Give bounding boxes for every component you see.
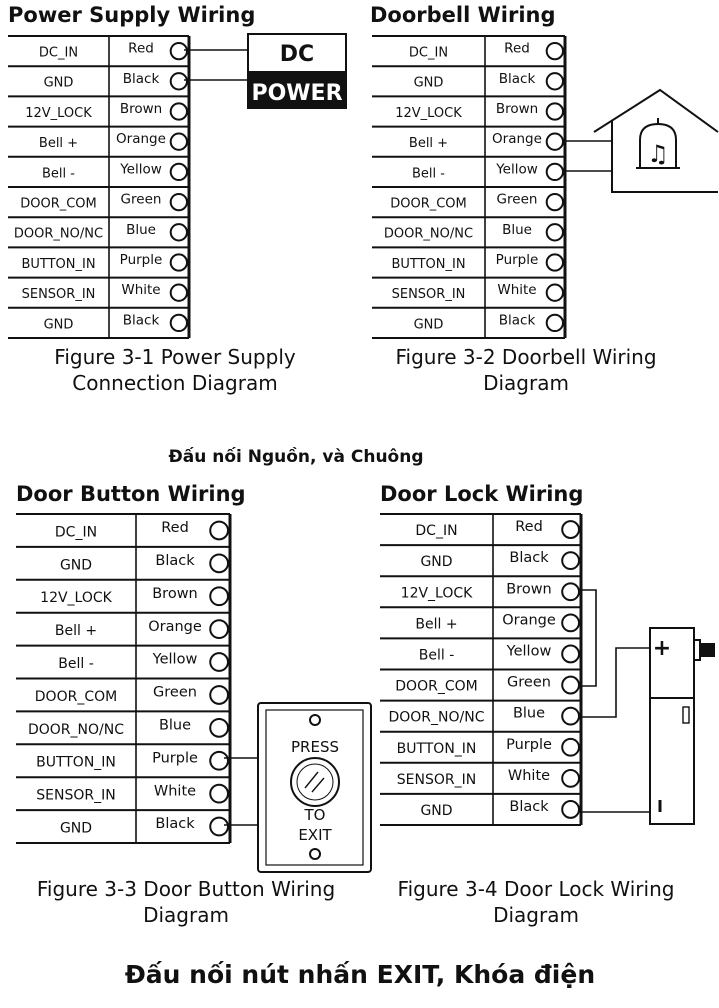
terminal-label: Bell + (38, 136, 79, 152)
door-lock-wires (581, 590, 650, 812)
terminal-label: BUTTON_IN (21, 256, 96, 272)
power-box-power-label: POWER (251, 81, 343, 106)
terminal-label: DC_IN (38, 45, 79, 61)
terminal-label: 12V_LOCK (25, 105, 92, 121)
panel-title-door-button: Door Button Wiring (16, 482, 246, 506)
terminal-screw-icon (547, 134, 563, 150)
terminal-label: DOOR_NO/NC (13, 226, 104, 242)
wire-color-label: Green (496, 191, 538, 208)
terminal-screw-icon (210, 554, 228, 572)
terminal-screw-icon (210, 785, 228, 803)
terminal-screw-icon (547, 315, 563, 331)
caption-3-4-line2: Diagram (493, 903, 579, 927)
vn-heading-power-bell: Đấu nối Nguồn, và Chuông (168, 447, 424, 467)
terminal-row (372, 187, 565, 212)
terminal-table-doorbell (372, 36, 565, 338)
terminal-screw-icon (562, 677, 579, 694)
terminal-row (16, 547, 230, 573)
terminal-row (372, 96, 565, 121)
wire-color-label: Blue (158, 717, 192, 734)
terminal-label: Bell - (58, 655, 94, 672)
terminal-label: Bell - (418, 647, 455, 664)
terminal-label: GND (43, 75, 74, 91)
wire-color-label: Black (509, 550, 549, 567)
terminal-screw-icon (547, 164, 563, 180)
panel-title-doorbell: Doorbell Wiring (370, 3, 556, 27)
wire-color-label: Brown (506, 581, 552, 598)
terminal-screw-icon (547, 43, 563, 59)
wire-color-label: Brown (495, 101, 539, 118)
wire-color-label: Yellow (506, 643, 552, 660)
wire-color-label: White (497, 282, 537, 299)
terminal-row (16, 711, 230, 737)
exit-button-plate (258, 703, 371, 872)
terminal-label: DOOR_COM (34, 688, 118, 705)
terminal-row (372, 217, 565, 242)
dc-power-box (248, 34, 346, 108)
terminal-screw-icon (171, 315, 187, 331)
wire-color-label: Purple (495, 252, 539, 269)
doorbell-wires (564, 141, 612, 171)
terminal-label: DOOR_NO/NC (383, 226, 474, 242)
terminal-row (16, 679, 230, 705)
terminal-label: GND (59, 820, 93, 837)
terminal-label: GND (413, 75, 444, 91)
terminal-row (8, 217, 189, 242)
terminal-screw-icon (171, 103, 187, 119)
caption-3-3-line2: Diagram (143, 903, 229, 927)
terminal-label: 12V_LOCK (395, 105, 462, 121)
terminal-label: GND (420, 554, 453, 571)
terminal-label: 12V_LOCK (40, 590, 112, 607)
exit-button-exit-label: EXIT (298, 826, 332, 844)
terminal-label: Bell + (408, 136, 449, 152)
terminal-screw-icon (210, 522, 228, 540)
terminal-row (380, 514, 581, 539)
terminal-screw-icon (210, 653, 228, 671)
terminal-label: DC_IN (415, 523, 458, 540)
terminal-label: DC_IN (54, 524, 98, 541)
terminal-row (16, 514, 230, 540)
caption-3-2-line2: Diagram (483, 371, 569, 395)
terminal-screw-icon (562, 614, 579, 631)
terminal-label: SENSOR_IN (36, 787, 116, 804)
terminal-row (8, 96, 189, 121)
terminal-screw-icon (171, 194, 187, 210)
terminal-label: DC_IN (408, 45, 449, 61)
terminal-table-door-lock (380, 514, 581, 825)
wire-color-label: White (121, 282, 161, 299)
terminal-label: DOOR_NO/NC (27, 721, 125, 738)
terminal-screw-icon (210, 752, 228, 770)
wire-color-label: Green (120, 191, 162, 208)
door-button-panel (16, 482, 371, 927)
caption-3-4-line1: Figure 3-4 Door Lock Wiring (397, 877, 675, 901)
terminal-screw-icon (547, 194, 563, 210)
wire-color-label: Orange (502, 612, 556, 629)
terminal-row (380, 576, 581, 601)
wire-color-label: Blue (502, 221, 532, 238)
terminal-row (8, 127, 189, 152)
terminal-screw-icon (171, 224, 187, 240)
power-box-dc-label: DC (279, 42, 315, 67)
terminal-row (8, 247, 189, 272)
terminal-screw-icon (562, 583, 579, 600)
caption-3-3-line1: Figure 3-3 Door Button Wiring (36, 877, 336, 901)
panel-title-power: Power Supply Wiring (8, 3, 256, 27)
terminal-row (8, 278, 189, 303)
wire-color-label: Brown (119, 101, 163, 118)
terminal-label: Bell - (412, 166, 445, 182)
terminal-row (380, 794, 581, 825)
wire-color-label: Green (153, 684, 197, 701)
terminal-table-door-button (16, 514, 230, 843)
terminal-label: SENSOR_IN (21, 287, 96, 303)
terminal-row (8, 308, 189, 338)
wire-color-label: Orange (116, 131, 166, 148)
terminal-label: BUTTON_IN (391, 256, 466, 272)
terminal-label: GND (59, 557, 93, 574)
wire-color-label: Black (509, 799, 549, 816)
terminal-row (372, 127, 565, 152)
terminal-row (380, 638, 581, 663)
wire-color-label: Red (504, 40, 530, 57)
terminal-label: DOOR_COM (390, 196, 467, 212)
terminal-screw-icon (210, 719, 228, 737)
wire-color-label: Red (515, 519, 543, 536)
terminal-row (16, 744, 230, 770)
terminal-row (372, 36, 565, 61)
door-lock-panel (380, 482, 714, 927)
terminal-label: DOOR_NO/NC (388, 709, 485, 726)
terminal-label: Bell + (415, 616, 458, 633)
terminal-row (16, 613, 230, 639)
terminal-label: Bell - (42, 166, 75, 182)
terminal-screw-icon (562, 521, 579, 538)
terminal-label: BUTTON_IN (396, 740, 477, 757)
terminal-label: DOOR_COM (20, 196, 97, 212)
wire-color-label: Black (122, 70, 160, 87)
terminal-row (380, 763, 581, 788)
terminal-screw-icon (210, 686, 228, 704)
terminal-screw-icon (562, 708, 579, 725)
wire-color-label: Orange (148, 618, 202, 635)
caption-3-1-line2: Connection Diagram (72, 371, 278, 395)
wire-color-label: Red (161, 520, 189, 537)
terminal-label: 12V_LOCK (400, 585, 473, 602)
lock-minus-terminal: - (661, 812, 663, 813)
terminal-row (8, 36, 189, 61)
terminal-row (380, 607, 581, 632)
terminal-label: SENSOR_IN (396, 771, 477, 788)
terminal-screw-icon (547, 73, 563, 89)
wire-color-label: Black (155, 816, 195, 833)
wire-color-label: Green (507, 674, 551, 691)
doorbell-panel (370, 3, 718, 395)
exit-button-press-label: PRESS (291, 738, 339, 756)
terminal-label: GND (413, 317, 444, 333)
terminal-screw-icon (562, 770, 579, 787)
terminal-screw-icon (562, 801, 579, 818)
exit-button-to-label: TO (304, 806, 326, 824)
terminal-label: GND (420, 803, 453, 820)
wire-color-label: Yellow (496, 161, 538, 178)
wire-color-label: Yellow (152, 651, 198, 668)
terminal-screw-icon (562, 646, 579, 663)
power-wires (184, 50, 248, 80)
wire-color-label: Black (498, 70, 536, 87)
terminal-row (372, 66, 565, 91)
wire-color-label: Black (498, 312, 536, 329)
wire-color-label: Blue (512, 705, 546, 722)
terminal-label: GND (43, 317, 74, 333)
terminal-screw-icon (562, 552, 579, 569)
wire-color-label: Orange (492, 131, 542, 148)
wire-color-label: Red (128, 40, 154, 57)
terminal-row (16, 580, 230, 606)
terminal-table-power (8, 36, 189, 338)
terminal-row (16, 777, 230, 803)
terminal-row (372, 278, 565, 303)
terminal-screw-icon (171, 254, 187, 270)
wire-color-label: Black (122, 312, 160, 329)
terminal-screw-icon (210, 620, 228, 638)
terminal-row (8, 187, 189, 212)
lock-plus-terminal: + (652, 636, 672, 661)
wire-color-label: Yellow (120, 161, 162, 178)
terminal-row (380, 732, 581, 757)
terminal-screw-icon (547, 224, 563, 240)
terminal-screw-icon (210, 587, 228, 605)
music-note-icon: ♫ (647, 140, 669, 168)
terminal-row (380, 545, 581, 570)
terminal-screw-icon (547, 103, 563, 119)
wire-color-label: Purple (119, 252, 163, 269)
vn-heading-exit-lock: Đấu nối nút nhấn EXIT, Khóa điện (124, 960, 596, 989)
terminal-label: DOOR_COM (395, 678, 478, 695)
terminal-label: SENSOR_IN (391, 287, 466, 303)
terminal-row (372, 308, 565, 338)
wire-color-label: Blue (126, 221, 156, 238)
terminal-row (16, 810, 230, 843)
terminal-screw-icon (210, 818, 228, 836)
wire-color-label: Brown (152, 585, 198, 602)
terminal-row (380, 670, 581, 695)
caption-3-1-line1: Figure 3-1 Power Supply (54, 345, 296, 369)
terminal-label: BUTTON_IN (36, 754, 116, 771)
terminal-label: Bell + (54, 623, 98, 640)
wire-color-label: White (153, 783, 197, 800)
terminal-row (8, 66, 189, 91)
caption-3-2-line1: Figure 3-2 Doorbell Wiring (395, 345, 657, 369)
wire-color-label: White (507, 767, 551, 784)
terminal-row (380, 701, 581, 726)
panel-title-door-lock: Door Lock Wiring (380, 482, 584, 506)
terminal-row (372, 157, 565, 182)
terminal-screw-icon (562, 739, 579, 756)
power-supply-panel (8, 3, 346, 395)
terminal-row (16, 646, 230, 672)
terminal-screw-icon (171, 164, 187, 180)
terminal-screw-icon (171, 43, 187, 59)
wire-color-label: Purple (506, 736, 552, 753)
terminal-row (8, 157, 189, 182)
terminal-screw-icon (171, 285, 187, 301)
terminal-screw-icon (547, 285, 563, 301)
wire-color-label: Purple (152, 750, 198, 767)
wire-color-label: Black (155, 552, 195, 569)
terminal-screw-icon (171, 134, 187, 150)
terminal-screw-icon (547, 254, 563, 270)
terminal-row (372, 247, 565, 272)
terminal-screw-icon (171, 73, 187, 89)
